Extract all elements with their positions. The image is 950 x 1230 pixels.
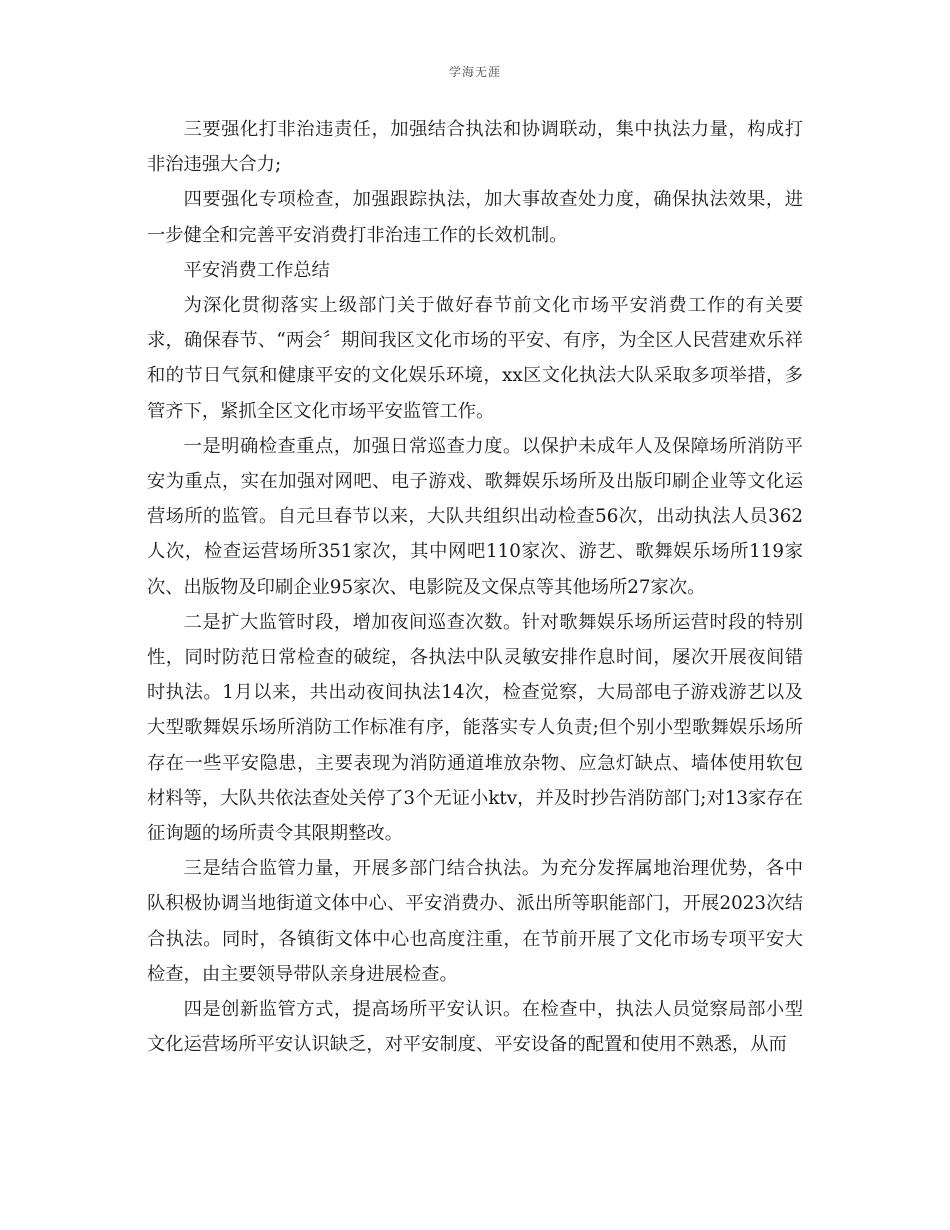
paragraph: 四要强化专项检查，加强跟踪执法，加大事故查处力度，确保执法效果，进一步健全和完善平安消费打非治违工作的长效机制。 <box>147 189 803 246</box>
paragraph: 为深化贯彻落实上级部门关于做好春节前文化市场平安消费工作的有关要求，确保春节、“两会〞期间我区文化市场的平安、有序，为全区人民营建欢乐祥和的节日气氛和健康平安的文化娱乐环境，xx区文化执法大队采取多项举措，多管齐下，紧抓全区文化市场平安监管工作。 <box>147 295 803 422</box>
paragraph: 三要强化打非治违责任，加强结合执法和协调联动，集中执法力量，构成打非治违强大合力; <box>147 119 803 176</box>
document-body <box>147 112 803 1062</box>
page-header: 学海无涯 <box>448 65 501 79</box>
paragraph: 一是明确检查重点，加强日常巡查力度。以保护未成年人及保障场所消防平安为重点，实在加强对网吧、电子游戏、歌舞娱乐场所及出版印刷企业等文化运营场所的监管。自元旦春节以来，大队共组织出动检查56次，出动执法人员362人次，检查运营场所351家次，其中网吧110家次、游艺、歌舞娱乐场所119家次、出版物及印刷企业95家次、电影院及文保点等其他场所27家次。 <box>147 435 803 598</box>
section-heading: 平安消费工作总结 <box>183 259 330 281</box>
paragraph: 二是扩大监管时段，增加夜间巡查次数。针对歌舞娱乐场所运营时段的特别性，同时防范日常检查的破绽，各执法中队灵敏安排作息时间，屡次开展夜间错时执法。1月以来，共出动夜间执法14次，检查觉察，大局部电子游戏游艺以及大型歌舞娱乐场所消防工作标准有序，能落实专人负责;但个别小型歌舞娱乐场所存在一些平安隐患，主要表现为消防通道堆放杂物、应急灯缺点、墙体使用软包材料等，大队共依法查处关停了3个无证小ktv，并及时抄告消防部门;对13家存在征询题的场所责令其限期整改。 <box>147 611 803 845</box>
paragraph: 三是结合监管力量，开展多部门结合执法。为充分发挥属地治理优势，各中队积极协调当地街道文体中心、平安消费办、派出所等职能部门，开展2023次结合执法。同时，各镇街文体中心也高度注重，在节前开展了文化市场专项平安大检查，由主要领导带队亲身进展检查。 <box>147 858 803 985</box>
paragraph: 四是创新监管方式，提高场所平安认识。在检查中，执法人员觉察局部小型文化运营场所平安认识缺乏，对平安制度、平安设备的配置和使用不熟悉，从而 <box>147 999 803 1056</box>
